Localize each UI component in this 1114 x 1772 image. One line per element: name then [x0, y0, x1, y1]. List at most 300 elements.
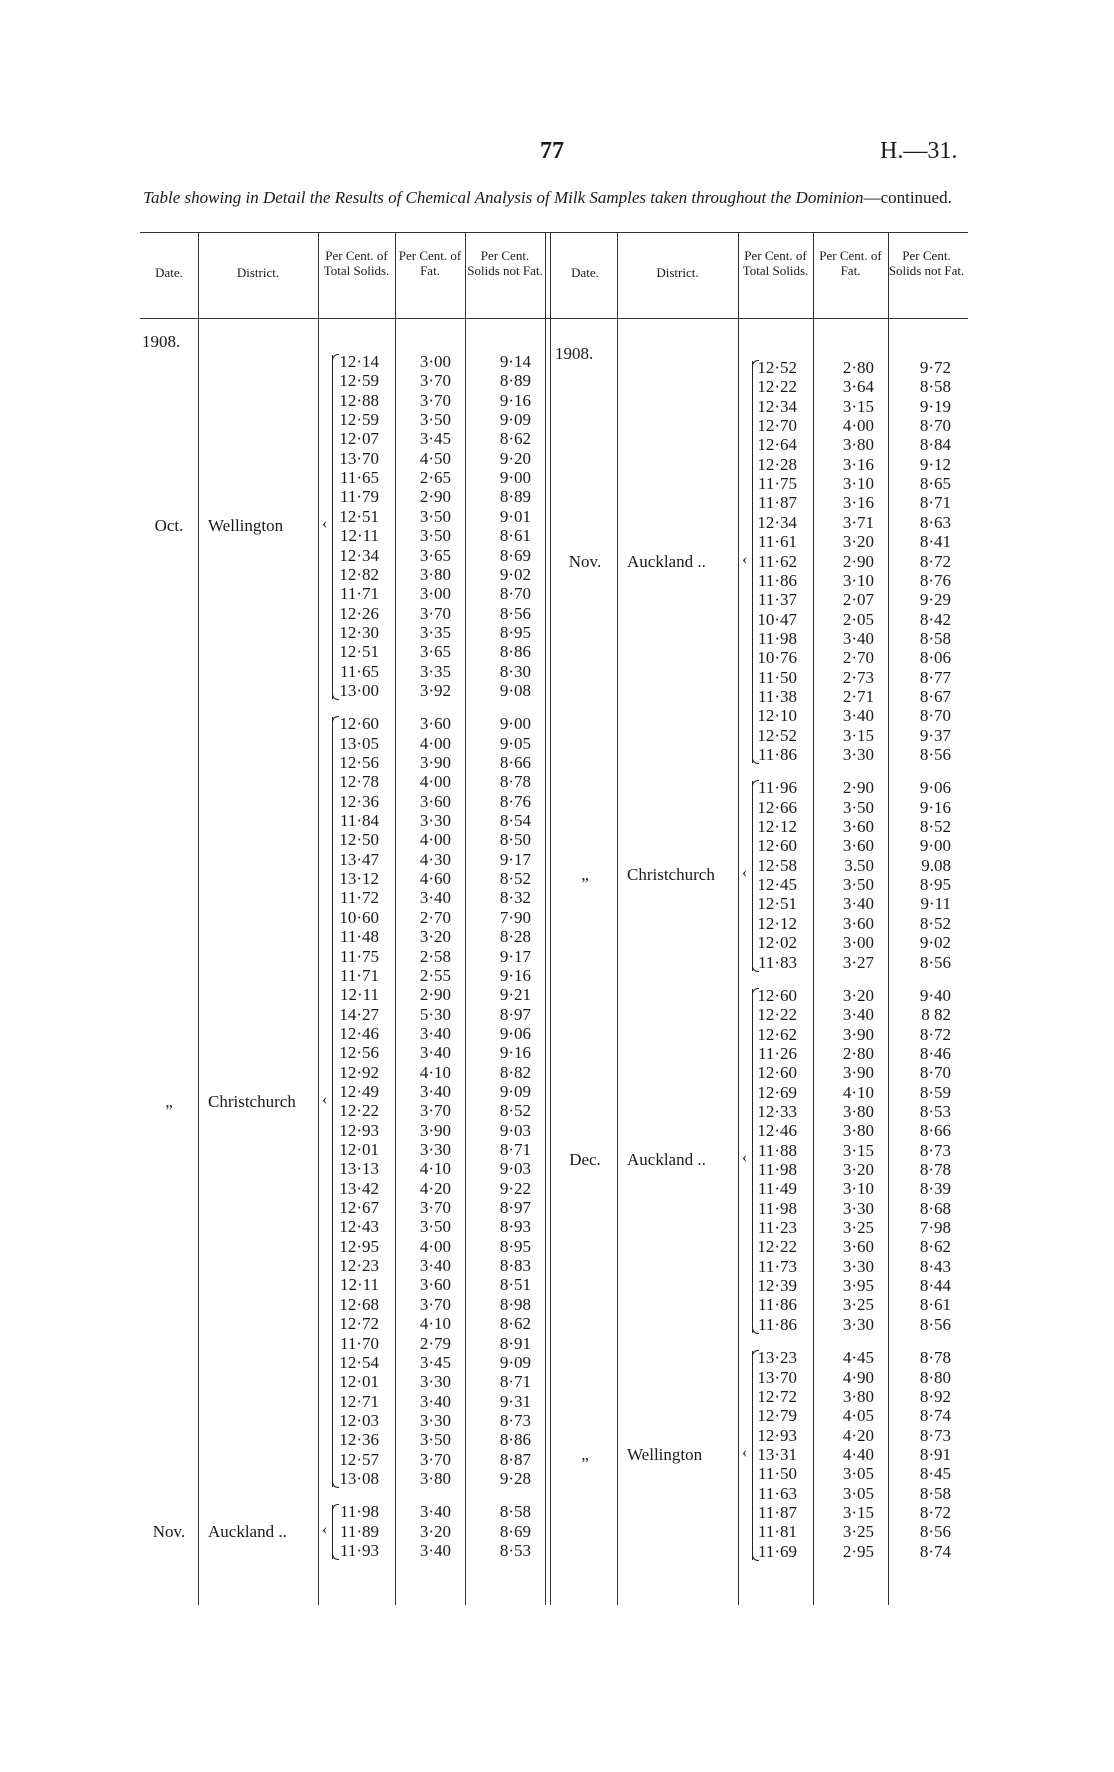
right-cell-tot: 12·93 — [757, 1425, 797, 1445]
left-cell-tot: 13·05 — [339, 733, 379, 753]
right-cell-snf: 8·52 — [919, 817, 951, 837]
right-cell-tot: 12·70 — [757, 416, 797, 436]
right-cell-snf: 8·68 — [919, 1198, 951, 1218]
left-cell-snf: 9·20 — [499, 448, 531, 468]
right-cell-snf: 8·84 — [919, 435, 951, 455]
left-cell-snf: 8·76 — [499, 791, 531, 811]
right-cell-tot: 11·62 — [757, 551, 797, 571]
left-cell-fat: 3·40 — [419, 1081, 451, 1101]
left-cell-fat: 3·20 — [419, 927, 451, 947]
right-cell-fat: 2·05 — [842, 609, 874, 629]
right-cell-fat: 3·10 — [842, 1179, 874, 1199]
right-cell-snf: 8·61 — [919, 1295, 951, 1315]
right-cell-snf: 8·78 — [919, 1160, 951, 1179]
column-rule — [198, 232, 199, 1605]
right-cell-tot: 11·50 — [757, 1464, 797, 1484]
left-cell-snf: 8·89 — [499, 371, 531, 391]
left-cell-fat: 3·70 — [419, 1101, 451, 1121]
left-cell-tot: 12·88 — [339, 390, 379, 410]
left-cell-tot: 12·68 — [339, 1294, 379, 1314]
right-cell-snf: 8·76 — [919, 570, 951, 590]
right-cell-fat: 3·60 — [842, 817, 874, 837]
right-cell-snf: 8·63 — [919, 512, 951, 532]
right-cell-tot: 12·62 — [757, 1024, 797, 1044]
left-cell-snf: 9·03 — [499, 1120, 531, 1140]
left-cell-fat: 3·30 — [419, 1410, 451, 1430]
left-cell-fat: 3·50 — [419, 1430, 451, 1450]
left-cell-snf: 9·09 — [499, 410, 531, 430]
left-cell-fat: 4·20 — [419, 1178, 451, 1198]
right-cell-tot: 11·88 — [757, 1140, 797, 1160]
left-group-date: Oct. — [154, 516, 184, 536]
left-cell-snf: 8·52 — [499, 869, 531, 889]
left-header-fat: Per Cent. of Fat. — [398, 248, 462, 278]
left-cell-tot: 14·27 — [339, 1004, 379, 1024]
right-cell-tot: 11·83 — [757, 952, 797, 972]
right-cell-snf: 9·19 — [919, 396, 951, 416]
right-header-fat: Per Cent. of Fat. — [819, 248, 882, 278]
left-cell-tot: 12·93 — [339, 1120, 379, 1140]
right-cell-snf: 8·71 — [919, 493, 951, 513]
right-cell-tot: 10·76 — [757, 648, 797, 668]
right-cell-snf: 8·70 — [919, 706, 951, 726]
left-cell-fat: 3·40 — [419, 1541, 451, 1560]
right-cell-snf: 8·72 — [919, 551, 951, 571]
right-cell-snf: 8·43 — [919, 1256, 951, 1276]
left-cell-tot: 12·50 — [339, 830, 379, 850]
left-cell-tot: 12·43 — [339, 1217, 379, 1237]
right-cell-tot: 11·69 — [757, 1541, 797, 1561]
left-cell-fat: 2·79 — [419, 1333, 451, 1353]
left-cell-snf: 8·83 — [499, 1256, 531, 1276]
right-cell-tot: 11·63 — [757, 1483, 797, 1503]
right-cell-snf: 8·53 — [919, 1101, 951, 1121]
left-cell-tot: 12·54 — [339, 1352, 379, 1372]
right-cell-snf: 8·72 — [919, 1024, 951, 1044]
left-cell-fat: 3·80 — [419, 564, 451, 584]
right-cell-tot: 13·70 — [757, 1367, 797, 1387]
left-cell-snf: 8·54 — [499, 811, 531, 831]
left-cell-tot: 12·78 — [339, 772, 379, 792]
left-cell-tot: 12·59 — [339, 410, 379, 430]
right-cell-tot: 11·87 — [757, 1502, 797, 1522]
right-header-date: Date. — [571, 265, 599, 280]
right-cell-snf: 8·56 — [919, 745, 951, 764]
left-cell-fat: 3·70 — [419, 1294, 451, 1314]
left-cell-fat: 3·60 — [419, 1275, 451, 1295]
right-cell-snf: 8·58 — [919, 1483, 951, 1503]
right-cell-fat: 3·15 — [842, 1502, 874, 1522]
right-cell-snf: 8·73 — [919, 1140, 951, 1160]
right-cell-fat: 3·30 — [842, 1314, 874, 1334]
left-group-brace-tip: ‹ — [322, 1520, 328, 1538]
right-cell-tot: 13·31 — [757, 1444, 797, 1464]
left-cell-snf: 9·09 — [499, 1352, 531, 1372]
left-cell-snf: 8·32 — [499, 888, 531, 908]
right-cell-tot: 12·22 — [757, 1237, 797, 1257]
left-cell-fat: 3·35 — [419, 622, 451, 642]
left-cell-tot: 11·70 — [339, 1333, 379, 1353]
left-cell-fat: 2·58 — [419, 946, 451, 966]
left-cell-snf: 8·66 — [499, 753, 531, 772]
header-bottom-rule — [140, 318, 968, 319]
right-cell-fat: 3·30 — [842, 745, 874, 764]
page-number: 77 — [540, 138, 564, 164]
right-cell-tot: 12·52 — [757, 358, 797, 377]
left-cell-snf: 9·17 — [499, 946, 531, 966]
left-cell-fat: 3·70 — [419, 1449, 451, 1469]
left-cell-fat: 4·00 — [419, 1236, 451, 1256]
left-cell-snf: 8·61 — [499, 526, 531, 546]
left-cell-fat: 4·50 — [419, 448, 451, 468]
right-cell-tot: 12·69 — [757, 1082, 797, 1102]
left-cell-tot: 13·00 — [339, 680, 379, 700]
right-cell-snf: 9·00 — [919, 836, 951, 856]
right-cell-snf: 8·58 — [919, 377, 951, 397]
right-cell-fat: 3·20 — [842, 985, 874, 1005]
right-cell-snf: 8·77 — [919, 667, 951, 687]
right-cell-tot: 12·28 — [757, 454, 797, 474]
document-reference: H.—31. — [880, 138, 958, 164]
right-cell-snf: 9·29 — [919, 590, 951, 610]
right-cell-snf: 8·95 — [919, 875, 951, 895]
right-cell-snf: 9·02 — [919, 933, 951, 953]
left-cell-fat: 3·70 — [419, 390, 451, 410]
right-cell-tot: 12·60 — [757, 836, 797, 856]
right-cell-snf: 7·98 — [919, 1218, 951, 1238]
right-cell-fat: 3·20 — [842, 1160, 874, 1179]
left-cell-snf: 9·21 — [499, 985, 531, 1005]
right-cell-tot: 11·26 — [757, 1043, 797, 1063]
left-cell-tot: 12·92 — [339, 1062, 379, 1082]
left-cell-snf: 9·16 — [499, 390, 531, 410]
right-cell-snf: 9·72 — [919, 358, 951, 377]
left-cell-snf: 8·95 — [499, 1236, 531, 1256]
left-cell-snf: 9·06 — [499, 1023, 531, 1043]
right-cell-fat: 3·25 — [842, 1218, 874, 1238]
right-cell-snf: 9·16 — [919, 797, 951, 817]
left-cell-tot: 12·23 — [339, 1256, 379, 1276]
left-header-date: Date. — [155, 265, 183, 280]
right-cell-fat: 3·64 — [842, 377, 874, 397]
right-year: 1908. — [555, 344, 594, 363]
left-cell-fat: 2·90 — [419, 985, 451, 1005]
right-cell-tot: 12·46 — [757, 1121, 797, 1141]
left-cell-snf: 7·90 — [499, 907, 531, 927]
left-cell-tot: 12·56 — [339, 1043, 379, 1063]
right-cell-fat: 2·90 — [842, 778, 874, 798]
left-cell-tot: 11·89 — [339, 1521, 379, 1541]
left-group-date: Nov. — [152, 1521, 186, 1541]
left-cell-tot: 11·71 — [339, 584, 379, 604]
right-cell-tot: 12·34 — [757, 396, 797, 416]
left-cell-fat: 3·30 — [419, 811, 451, 831]
left-cell-tot: 12·01 — [339, 1140, 379, 1159]
right-cell-tot: 11·86 — [757, 570, 797, 590]
right-cell-fat: 3·15 — [842, 396, 874, 416]
left-cell-fat: 3·65 — [419, 545, 451, 565]
right-cell-snf: 8·92 — [919, 1386, 951, 1406]
left-cell-snf: 8·78 — [499, 772, 531, 792]
right-cell-fat: 3·30 — [842, 1256, 874, 1276]
right-cell-fat: 3·80 — [842, 435, 874, 455]
left-cell-tot: 12·11 — [339, 526, 379, 546]
left-cell-fat: 3·90 — [419, 753, 451, 772]
left-cell-snf: 8·91 — [499, 1333, 531, 1353]
left-cell-snf: 8·89 — [499, 487, 531, 507]
right-cell-fat: 3·50 — [842, 797, 874, 817]
left-group-date: „ — [165, 1091, 173, 1111]
left-cell-snf: 9·14 — [499, 352, 531, 371]
right-cell-fat: 3·90 — [842, 1063, 874, 1083]
left-cell-fat: 4·00 — [419, 772, 451, 792]
right-cell-tot: 12·45 — [757, 875, 797, 895]
right-cell-tot: 12·12 — [757, 817, 797, 837]
left-cell-snf: 8·82 — [499, 1062, 531, 1082]
left-cell-tot: 11·93 — [339, 1541, 379, 1560]
right-cell-snf: 8·70 — [919, 416, 951, 436]
right-cell-tot: 11·50 — [757, 667, 797, 687]
right-cell-fat: 2·71 — [842, 686, 874, 706]
right-cell-snf: 8·62 — [919, 1237, 951, 1257]
right-cell-fat: 2·80 — [842, 1043, 874, 1063]
right-group-date: Dec. — [569, 1150, 601, 1170]
left-cell-snf: 8·53 — [499, 1541, 531, 1560]
right-group-brace-tip: ‹ — [742, 550, 748, 568]
left-cell-fat: 3·40 — [419, 1391, 451, 1411]
right-group-date: „ — [581, 1444, 589, 1464]
left-cell-snf: 8·97 — [499, 1198, 531, 1218]
right-cell-fat: 3·80 — [842, 1386, 874, 1406]
left-cell-fat: 3·50 — [419, 526, 451, 546]
right-cell-fat: 2·95 — [842, 1541, 874, 1561]
right-cell-fat: 3·30 — [842, 1198, 874, 1218]
left-cell-snf: 8·56 — [499, 603, 531, 623]
right-cell-tot: 12·22 — [757, 377, 797, 397]
left-cell-tot: 13·13 — [339, 1159, 379, 1179]
right-cell-snf: 8·66 — [919, 1121, 951, 1141]
right-cell-snf: 8·45 — [919, 1464, 951, 1484]
left-cell-snf: 8·69 — [499, 545, 531, 565]
right-cell-snf: 8·52 — [919, 913, 951, 933]
right-cell-fat: 4·20 — [842, 1425, 874, 1445]
left-cell-tot: 12·36 — [339, 791, 379, 811]
left-cell-snf: 9·00 — [499, 714, 531, 734]
left-cell-fat: 3·65 — [419, 642, 451, 662]
right-group-district: Auckland .. — [627, 551, 706, 571]
left-cell-tot: 12·03 — [339, 1410, 379, 1430]
left-cell-fat: 3·35 — [419, 661, 451, 681]
right-cell-snf: 9·06 — [919, 778, 951, 798]
left-cell-snf: 8·28 — [499, 927, 531, 947]
right-cell-fat: 3.50 — [844, 855, 874, 875]
left-cell-fat: 3·40 — [419, 1043, 451, 1063]
left-cell-snf: 9·03 — [499, 1159, 531, 1179]
left-cell-tot: 12·22 — [339, 1101, 379, 1121]
right-cell-snf: 8·56 — [919, 1522, 951, 1542]
left-group-brace-tip: ‹ — [322, 1090, 328, 1108]
right-cell-fat: 2·70 — [842, 648, 874, 668]
left-cell-fat: 3·45 — [419, 429, 451, 449]
right-group-district: Auckland .. — [627, 1150, 706, 1170]
right-cell-tot: 12·02 — [757, 933, 797, 953]
left-cell-snf: 8·58 — [499, 1502, 531, 1522]
left-cell-tot: 13·12 — [339, 869, 379, 889]
right-header-dist: District. — [656, 265, 699, 280]
left-cell-tot: 12·01 — [339, 1372, 379, 1392]
left-cell-tot: 11·65 — [339, 661, 379, 681]
right-cell-fat: 4·45 — [842, 1348, 874, 1368]
left-cell-fat: 3·30 — [419, 1140, 451, 1159]
right-cell-tot: 11·96 — [757, 778, 797, 798]
right-cell-tot: 11·23 — [757, 1218, 797, 1238]
left-cell-tot: 11·79 — [339, 487, 379, 507]
right-group-date: Nov. — [568, 551, 602, 571]
left-cell-tot: 12·71 — [339, 1391, 379, 1411]
left-header-snf: Per Cent. Solids not Fat. — [467, 248, 543, 278]
left-cell-tot: 12·51 — [339, 506, 379, 526]
right-cell-fat: 3·40 — [842, 894, 874, 914]
left-cell-snf: 8·73 — [499, 1410, 531, 1430]
right-cell-tot: 11·98 — [757, 1198, 797, 1218]
left-cell-tot: 12·36 — [339, 1430, 379, 1450]
right-cell-fat: 3·60 — [842, 913, 874, 933]
left-cell-snf: 8·93 — [499, 1217, 531, 1237]
left-cell-fat: 2·90 — [419, 487, 451, 507]
right-cell-tot: 11·61 — [757, 532, 797, 552]
left-header-tot: Per Cent. of Total Solids. — [323, 248, 390, 278]
left-cell-tot: 12·30 — [339, 622, 379, 642]
right-cell-snf: 8·06 — [919, 648, 951, 668]
right-group-brace-tip: ‹ — [742, 1149, 748, 1167]
right-cell-tot: 11·38 — [757, 686, 797, 706]
right-group-brace-tip: ‹ — [742, 1443, 748, 1461]
left-cell-snf: 8·30 — [499, 661, 531, 681]
right-cell-tot: 12·34 — [757, 512, 797, 532]
right-cell-fat: 3·25 — [842, 1295, 874, 1315]
left-cell-fat: 4·60 — [419, 869, 451, 889]
left-group-brace-tip: ‹ — [322, 515, 328, 533]
left-cell-fat: 5·30 — [419, 1004, 451, 1024]
right-cell-tot: 11·86 — [757, 745, 797, 764]
left-cell-snf: 8·62 — [499, 1314, 531, 1334]
right-cell-fat: 4·10 — [842, 1082, 874, 1102]
right-cell-fat: 3·60 — [842, 836, 874, 856]
caption-italic: Table showing in Detail the Results of Chemical Analysis of Milk Samples taken throughout the Dominion — [143, 188, 864, 207]
right-cell-tot: 12·10 — [757, 706, 797, 726]
right-cell-tot: 11·81 — [757, 1522, 797, 1542]
right-cell-tot: 12·22 — [757, 1005, 797, 1025]
left-cell-fat: 3·40 — [419, 1502, 451, 1522]
right-cell-fat: 3·27 — [842, 952, 874, 972]
left-cell-snf: 8·70 — [499, 584, 531, 604]
right-group-district: Wellington — [627, 1444, 703, 1464]
left-cell-snf: 9·09 — [499, 1081, 531, 1101]
left-cell-snf: 9·08 — [499, 680, 531, 700]
left-cell-tot: 11·98 — [339, 1502, 379, 1522]
left-group-district: Wellington — [208, 516, 284, 536]
right-cell-fat: 2·80 — [842, 358, 874, 377]
right-cell-fat: 3·80 — [842, 1121, 874, 1141]
center-rule — [545, 232, 546, 1605]
left-cell-tot: 11·72 — [339, 888, 379, 908]
right-cell-tot: 12·51 — [757, 894, 797, 914]
right-cell-fat: 3·40 — [842, 628, 874, 648]
right-cell-fat: 4·90 — [842, 1367, 874, 1387]
left-cell-snf: 8·51 — [499, 1275, 531, 1295]
left-cell-tot: 11·71 — [339, 965, 379, 985]
left-cell-snf: 9·00 — [499, 468, 531, 488]
left-cell-fat: 3·40 — [419, 1256, 451, 1276]
left-cell-tot: 11·84 — [339, 811, 379, 831]
left-cell-snf: 9·01 — [499, 506, 531, 526]
left-year: 1908. — [142, 332, 181, 351]
right-cell-snf: 8·91 — [919, 1444, 951, 1464]
right-cell-fat: 3·40 — [842, 706, 874, 726]
left-cell-snf: 9·22 — [499, 1178, 531, 1198]
right-cell-snf: 8·70 — [919, 1063, 951, 1083]
left-cell-snf: 8·86 — [499, 642, 531, 662]
left-cell-fat: 2·55 — [419, 965, 451, 985]
right-cell-fat: 3·71 — [842, 512, 874, 532]
left-header-dist: District. — [236, 265, 280, 280]
right-cell-tot: 13·23 — [757, 1348, 797, 1368]
left-cell-fat: 4·00 — [419, 830, 451, 850]
right-header-tot: Per Cent. of Total Solids. — [742, 248, 809, 278]
right-cell-snf: 8·56 — [919, 952, 951, 972]
left-cell-fat: 4·00 — [419, 733, 451, 753]
right-cell-snf: 9·12 — [919, 454, 951, 474]
right-cell-fat: 3·15 — [842, 725, 874, 745]
right-cell-snf: 9·40 — [919, 985, 951, 1005]
left-cell-snf: 9·16 — [499, 965, 531, 985]
left-cell-tot: 12·11 — [339, 985, 379, 1005]
right-cell-fat: 2·90 — [842, 551, 874, 571]
right-cell-fat: 3·05 — [842, 1464, 874, 1484]
table-top-rule — [140, 232, 968, 233]
right-cell-fat: 2·73 — [842, 667, 874, 687]
right-cell-tot: 11·49 — [757, 1179, 797, 1199]
right-cell-snf: 9·37 — [919, 725, 951, 745]
right-cell-snf: 8·67 — [919, 686, 951, 706]
left-cell-snf: 9·17 — [499, 849, 531, 869]
right-cell-snf: 8·59 — [919, 1082, 951, 1102]
left-cell-tot: 12·11 — [339, 1275, 379, 1295]
right-cell-snf: 8·73 — [919, 1425, 951, 1445]
right-cell-tot: 11·75 — [757, 474, 797, 494]
right-cell-fat: 3·10 — [842, 570, 874, 590]
right-cell-fat: 3·15 — [842, 1140, 874, 1160]
left-cell-snf: 8·71 — [499, 1372, 531, 1392]
left-cell-fat: 3·00 — [419, 352, 451, 371]
left-cell-fat: 3·30 — [419, 1372, 451, 1392]
right-cell-tot: 12·12 — [757, 913, 797, 933]
left-cell-fat: 3·50 — [419, 506, 451, 526]
left-cell-snf: 8·95 — [499, 622, 531, 642]
right-cell-snf: 8·78 — [919, 1348, 951, 1368]
left-cell-snf: 9·31 — [499, 1391, 531, 1411]
right-cell-fat: 3·25 — [842, 1522, 874, 1542]
left-cell-snf: 8·98 — [499, 1294, 531, 1314]
left-cell-tot: 12·34 — [339, 545, 379, 565]
right-group-brace-tip: ‹ — [742, 864, 748, 882]
right-cell-fat: 3·60 — [842, 1237, 874, 1257]
right-cell-tot: 12·79 — [757, 1406, 797, 1426]
right-header-snf: Per Cent. Solids not Fat. — [888, 248, 965, 278]
left-cell-fat: 3·60 — [419, 791, 451, 811]
right-cell-fat: 3·50 — [842, 875, 874, 895]
left-cell-fat: 3·50 — [419, 410, 451, 430]
